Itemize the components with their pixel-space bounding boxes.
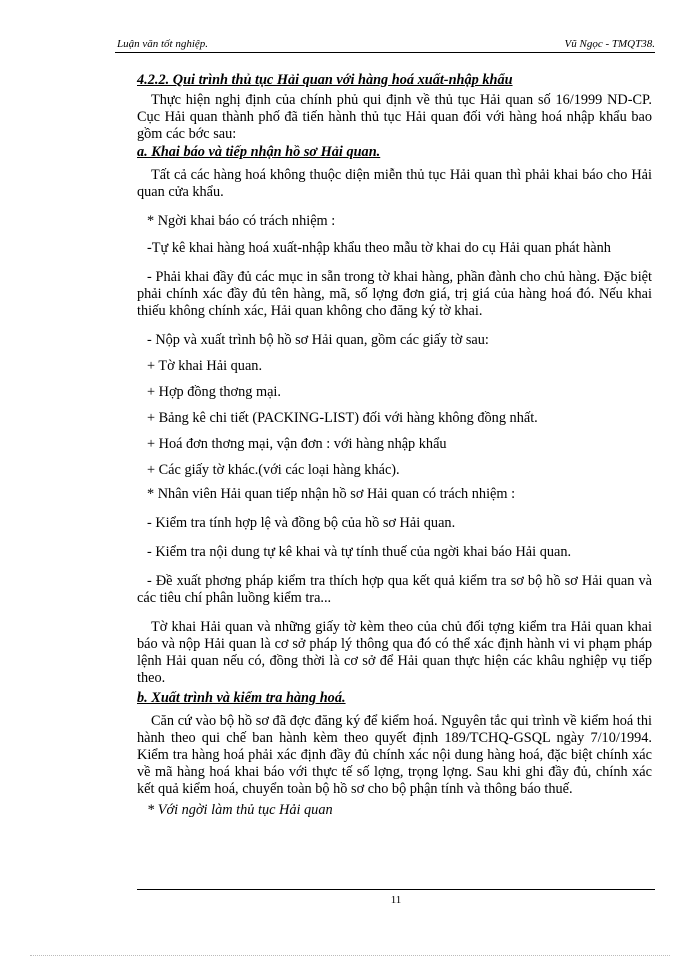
list-item: + Các giấy tờ khác.(với các loại hàng khác). [147,462,400,478]
paragraph: * Ngời khai báo có trách nhiệm : [147,213,336,229]
paragraph: - Kiểm tra tính hợp lệ và đồng bộ của hồ sơ Hải quan. [147,515,456,531]
section-title: 4.2.2. Qui trình thủ tục Hải quan với hàng hoá xuất-nhập khẩu [137,72,513,88]
paragraph: Căn cứ vào bộ hồ sơ đã đợc đăng ký để kiểm hoá. Nguyên tắc qui trình về kiểm hoá thi hành theo qui chế ban hành kèm theo quyết định 189/TCHQ-GSQL ngày 7/10/1994. Kiểm tra hàng hoá phải xác định đầy đủ chính xác nội dung hàng hoá, đặc biệt chính xác về mã hàng hoá khai báo với thực tế số lợng, trọng lợng. Sau khi ghi đầy đủ, chính xác kết quả kiểm hoá, chuyển toàn bộ hồ sơ cho bộ phận tính và thông báo thuế. [137,713,652,797]
paragraph: - Phải khai đầy đủ các mục in sẵn trong tờ khai hàng, phần đành cho chủ hàng. Đặc biệt phải chính xác đầy đủ tên hàng, mã, số lợng đơn giá, trị giá của hàng hoá đó. Nếu khai thiếu không chính xác, Hải quan không cho đăng ký tờ khai. [137,269,652,319]
list-item: + Hợp đồng thơng mại. [147,384,281,400]
page-header [115,34,655,53]
document-list [137,358,652,479]
paragraph: * Nhân viên Hải quan tiếp nhận hồ sơ Hải quan có trách nhiệm : [147,486,516,502]
list-item: + Tờ khai Hải quan. [147,358,263,374]
page-edge-divider [30,955,670,956]
list-item: + Hoá đơn thơng mại, vận đơn : với hàng nhập khẩu [147,436,447,452]
paragraph: - Kiểm tra nội dung tự kê khai và tự tính thuế của ngời khai báo Hải quan. [147,544,572,560]
page-body [137,72,652,819]
subheading-b: b. Xuất trình và kiểm tra hàng hoá. [137,690,346,706]
subheading-a: a. Khai báo và tiếp nhận hồ sơ Hải quan. [137,144,381,160]
list-item: + Bảng kê chi tiết (PACKING-LIST) đối với hàng không đồng nhất. [147,410,538,426]
paragraph: * Với ngời làm thủ tục Hải quan [147,802,333,818]
paragraph: - Đề xuất phơng pháp kiểm tra thích hợp qua kết quả kiểm tra sơ bộ hồ sơ Hải quan và các tiêu chí phân luồng kiểm tra... [137,573,652,606]
intro-paragraph: Thực hiện nghị định của chính phủ qui định về thủ tục Hải quan số 16/1999 ND-CP. Cục Hải quan thành phố đã tiến hành thủ tục Hải quan đối với hàng hoá nhập khẩu bao gồm các bớc sau: [137,92,652,142]
page-footer [137,889,655,906]
page-number: 11 [390,894,402,906]
header-right: Vũ Ngọc - TMQT38. [564,38,655,50]
paragraph: -Tự kê khai hàng hoá xuất-nhập khẩu theo mẫu tờ khai do cụ Hải quan phát hành [147,240,611,256]
paragraph: Tờ khai Hải quan và những giấy tờ kèm theo của chủ đối tợng kiểm tra Hải quan khai báo và nộp Hải quan là cơ sở pháp lý thông qua đó có thể xác định hành vi vi phạm pháp lệnh Hải quan nếu có, đồng thời là cơ sở để Hải quan thực hiện các khâu nghiệp vụ tiếp theo. [137,619,652,686]
paragraph: - Nộp và xuất trình bộ hồ sơ Hải quan, gồm các giấy tờ sau: [147,332,489,348]
paragraph: Tất cả các hàng hoá không thuộc diện miễn thủ tục Hải quan thì phải khai báo cho Hải quan cửa khẩu. [137,167,652,200]
header-left: Luận văn tốt nghiệp. [117,38,209,50]
